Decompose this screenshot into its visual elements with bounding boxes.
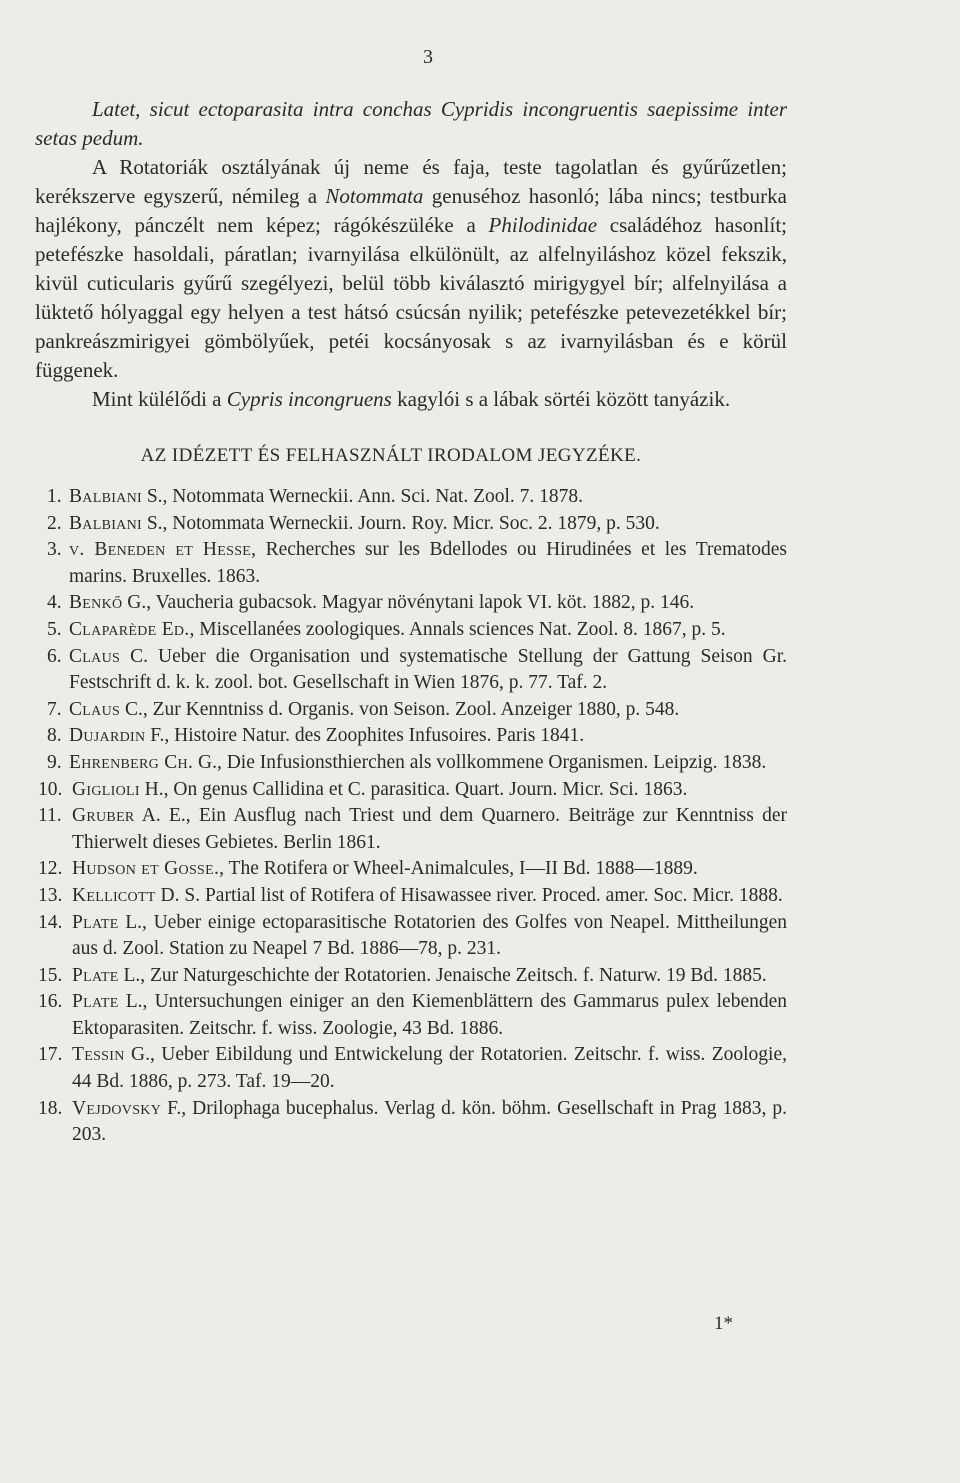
reference-number: 8. — [47, 725, 62, 747]
reference-text: , Recherches sur les Bdellodes ou Hirudinées et les Trematodes marins. Bruxelles. 1863. — [69, 539, 787, 587]
reference-item — [35, 617, 787, 644]
reference-item — [35, 750, 787, 777]
reference-item — [35, 803, 787, 856]
signature-mark: 1* — [714, 1313, 733, 1334]
reference-text: H., On genus Callidina et C. parasitica. Quart. Journ. Micr. Sci. 1863. — [139, 778, 688, 800]
reference-item — [35, 484, 787, 511]
reference-number: 9. — [47, 751, 62, 773]
reference-number: 15. — [38, 964, 63, 986]
reference-author: Plate — [72, 911, 119, 933]
reference-text: L., Ueber einige ectoparasitische Rotatorien des Golfes von Neapel. Mittheilungen aus d. Zool. Station zu Neapel 7 Bd. 1886—78, p. 231. — [72, 911, 787, 960]
reference-author: Kellicott — [72, 884, 156, 906]
reference-text: G., Ueber Eibildung und Entwickelung der Rotatorien. Zeitschr. f. wiss. Zoologie, 44 Bd. 1886, p. 273. Taf. 19—20. — [72, 1044, 787, 1093]
reference-text: S., Notommata Werneckii. Journ. Roy. Micr. Soc. 2. 1879, p. 530. — [141, 512, 660, 534]
reference-number: 2. — [47, 512, 62, 534]
reference-number: 5. — [47, 618, 62, 640]
reference-text: G., Die Infusionsthierchen als vollkommene Organismen. Leipzig. 1838. — [193, 751, 767, 773]
reference-number: 17. — [38, 1044, 63, 1066]
reference-author: Balbiani — [69, 486, 142, 507]
reference-number: 11. — [38, 805, 62, 827]
reference-author: v. Beneden et Hesse — [69, 539, 252, 561]
reference-item — [35, 723, 787, 750]
reference-text: D. S. Partial list of Rotifera of Hisawassee river. Proced. amer. Soc. Micr. 1888. — [155, 884, 783, 906]
reference-list — [35, 484, 787, 1149]
reference-text: F., Histoire Natur. des Zoophites Infusoires. Paris 1841. — [145, 725, 585, 747]
reference-number: 14. — [38, 911, 63, 933]
reference-text: L., Zur Naturgeschichte der Rotatorien. Jenaische Zeitsch. f. Naturw. 19 Bd. 1885. — [118, 964, 767, 986]
description-paragraph: A Rotatoriák osztályának új neme és faja, teste tagolatlan és gyűrűzetlen; kerékszerve egyszerű, némileg a Notommata genuséhoz hasonló; lába nincs; testburka hajlékony, pánczélt nem képez; rágókészüléke a Philodinidae családéhoz hasonlít; petefészke hasoldali, páratlan; ivarnyilása elkülönült, az alfelnyiláshoz közel fekszik, kivül cuticularis gyűrű szegélyezi, belül több kiválasztó mirigygyel bír; alfelnyilása a lüktető hólyaggal egy helyen a test hátsó csúcsán nyilik; petefészke petevezetékkel bír; pankreászmirigyei gömbölyűek, petéi kocsányosak s az ivarnyilásban és e körül függenek. — [35, 155, 787, 382]
reference-item — [35, 989, 787, 1042]
reference-text: G., Vaucheria gubacsok. Magyar növénytani lapok VI. köt. 1882, p. 146. — [122, 592, 695, 614]
reference-number: 18. — [38, 1097, 63, 1119]
reference-author: Balbiani — [69, 512, 142, 534]
reference-text: L., Untersuchungen einiger an den Kiemenblättern des Gammarus pulex lebenden Ektoparasiten. Zeitschr. f. wiss. Zoologie, 43 Bd. 1886. — [72, 991, 787, 1039]
page-number: 3 — [423, 46, 433, 68]
reference-number: 10. — [38, 778, 63, 800]
reference-text: , The Rotifera or Wheel-Animalcules, I—II Bd. 1888—1889. — [219, 858, 698, 880]
reference-item — [35, 777, 787, 804]
reference-number: 16. — [38, 991, 63, 1013]
reference-number: 1. — [47, 486, 62, 507]
reference-text: C. Ueber die Organisation und systematische Stellung der Gattung Seison Gr. Festschrift d. k. k. zool. bot. Gesellschaft in Wien 1876, p. 77. Taf. 2. — [69, 645, 787, 694]
bibliography-heading: AZ IDÉZETT ÉS FELHASZNÁLT IRODALOM JEGYZÉKE. — [140, 445, 642, 466]
reference-author: Plate — [72, 964, 119, 986]
reference-item — [35, 511, 787, 538]
reference-author: Plate — [72, 991, 119, 1013]
habitat-paragraph: Mint külélődi a Cypris incongruens kagylói s a lábak sörtéi között tanyázik. — [92, 387, 731, 411]
reference-author: Vejdovsky — [72, 1097, 162, 1119]
reference-text: , Miscellanées zoologiques. Annals sciences Nat. Zool. 8. 1867, p. 5. — [189, 618, 726, 640]
reference-item — [35, 590, 787, 617]
reference-item — [35, 1042, 787, 1095]
reference-text: A. E., Ein Ausflug nach Triest und dem Quarnero. Beiträge zur Kenntniss der Thierwelt dieses Gebietes. Berlin 1861. — [72, 805, 787, 853]
reference-author: Hudson et Gosse. — [72, 858, 220, 880]
reference-item — [35, 963, 787, 990]
reference-author: Tessin — [72, 1044, 125, 1066]
reference-item — [35, 537, 787, 590]
reference-number: 12. — [38, 858, 63, 880]
reference-author: Ehrenberg Ch. — [69, 751, 194, 773]
reference-author: Gruber — [72, 805, 135, 827]
reference-item — [35, 856, 787, 883]
reference-number: 4. — [47, 592, 62, 614]
reference-number: 6. — [47, 645, 62, 667]
latin-paragraph: Latet, sicut ectoparasita intra conchas Cypridis incongruentis saepissime inter setas pedum. — [35, 97, 787, 150]
reference-item — [35, 883, 787, 910]
reference-author: Benkő — [69, 592, 123, 614]
reference-text: S., Notommata Werneckii. Ann. Sci. Nat. Zool. 7. 1878. — [141, 486, 584, 507]
reference-author: Claus — [69, 698, 121, 720]
reference-item — [35, 910, 787, 963]
body-text — [35, 95, 787, 1149]
reference-item — [35, 644, 787, 697]
reference-number: 13. — [38, 884, 63, 906]
reference-item — [35, 1096, 787, 1149]
reference-number: 3. — [47, 539, 62, 561]
reference-author: Dujardin — [69, 725, 146, 747]
reference-author: Claus — [69, 645, 121, 667]
reference-item — [35, 697, 787, 724]
reference-text: F., Drilophaga bucephalus. Verlag d. kön. böhm. Gesellschaft in Prag 1883, p. 203. — [72, 1097, 787, 1146]
reference-text: C., Zur Kenntniss d. Organis. von Seison. Zool. Anzeiger 1880, p. 548. — [120, 698, 680, 720]
reference-author: Giglioli — [72, 778, 140, 800]
reference-number: 7. — [47, 698, 62, 720]
reference-author: Claparède Ed. — [69, 618, 190, 640]
